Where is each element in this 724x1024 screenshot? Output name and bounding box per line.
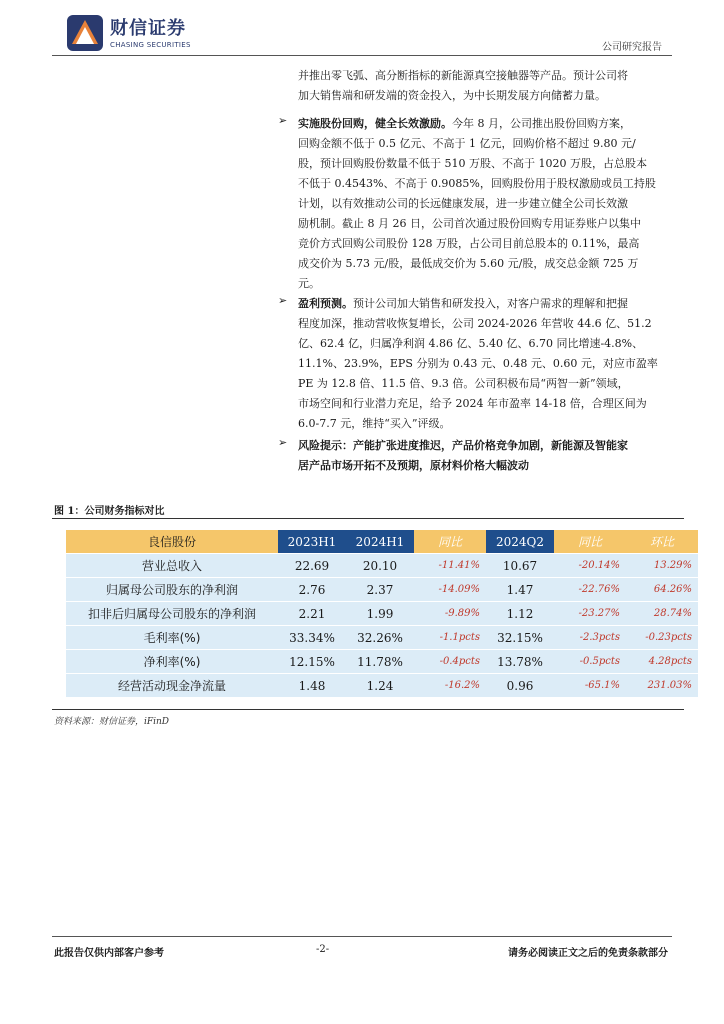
table-cell: 28.74% [626,602,698,626]
table-cell: -0.4pcts [414,650,486,674]
text-line: 回购金额不低于 0.5 亿元、不高于 1 亿元，回购价格不超过 9.80 元/ [298,137,636,150]
table-cell: -9.89% [414,602,486,626]
row-label: 归属母公司股东的净利润 [66,578,278,602]
table-cell: -14.09% [414,578,486,602]
table-cell: 13.29% [626,554,698,578]
table-cell: 12.15% [278,650,346,674]
table-cell: -20.14% [554,554,626,578]
paragraph-lead: 实施股份回购，健全长效激励。 [298,117,452,130]
paragraph-continuation [298,66,680,106]
text-line: 程度加深，推动营收恢复增长，公司 2024-2026 年营收 44.6 亿、51.2 [298,317,652,330]
figure-top-divider [52,518,684,519]
text-line: 计划，以有效推动公司的长远健康发展，进一步建立健全公司长效激 [298,197,628,210]
text-line: PE 为 12.8 倍、11.5 倍、9.3 倍。公司积极布局“两智一新”领域， [298,377,629,390]
row-label: 扣非后归属母公司股东的净利润 [66,602,278,626]
table-cell: 32.26% [346,626,414,650]
table-cell: 13.78% [486,650,554,674]
text-line: 股，预计回购股份数量不低于 510 万股、不高于 1020 万股，占总股本 [298,157,647,170]
table-cell: 1.12 [486,602,554,626]
table-cell: 2.76 [278,578,346,602]
paragraph-lead: 盈利预测。 [298,297,353,310]
table-cell: 1.48 [278,674,346,698]
row-label: 毛利率(%) [66,626,278,650]
text-line: 并推出零飞弧、高分断指标的新能源真空接触器等产品。预计公司将 [298,69,628,82]
table-cell: 64.26% [626,578,698,602]
footer-disclaimer: 此报告仅供内部客户参考 [54,948,164,959]
table-cell: 1.99 [346,602,414,626]
text-line: 6.0-7.7 元，维持“买入”评级。 [298,417,451,430]
table-cell: -0.5pcts [554,650,626,674]
table-cell: -22.76% [554,578,626,602]
logo-chinese-name: 财信证券 [110,18,186,39]
paragraph-lead: 风险提示： [298,439,353,452]
text-line: 实施股份回购，健全长效激励。今年 8 月，公司推出股份回购方案， [298,117,631,130]
table-cell: -1.1pcts [414,626,486,650]
table-cell: -2.3pcts [554,626,626,650]
figure-bottom-divider [52,709,684,710]
arrow-bullet-icon: ➢ [278,436,288,449]
row-label: 营业总收入 [66,554,278,578]
table-cell: 10.67 [486,554,554,578]
text-line: 市场空间和行业潜力充足，给予 2024 年市盈率 14-18 倍，合理区间为 [298,397,647,410]
table-cell: 4.28pcts [626,650,698,674]
table-cell: 231.03% [626,674,698,698]
footer-notice: 请务必阅读正文之后的免责条款部分 [508,948,668,959]
arrow-bullet-icon: ➢ [278,114,288,127]
text-line: 竞价方式回购公司股份 128 万股，占公司目前总股本的 0.11%，最高 [298,237,640,250]
figure-source: 资料来源：财信证券，iFinD [54,717,170,727]
table-row [66,554,698,578]
table-cell: 1.47 [486,578,554,602]
row-label: 净利率(%) [66,650,278,674]
text-line: 元。 [298,277,320,290]
row-label: 经营活动现金净流量 [66,674,278,698]
table-cell: 20.10 [346,554,414,578]
paragraph-forecast [298,294,680,434]
page-number: -2- [316,944,330,955]
table-cell: 11.78% [346,650,414,674]
paragraph-buyback [298,114,680,294]
text-line: 不低于 0.4543%、不高于 0.9085%，回购股份用于股权激励或员工持股 [298,177,656,190]
text-line: 盈利预测。预计公司加大销售和研发投入，对客户需求的理解和把握 [298,297,628,310]
table-row [66,674,698,698]
table-header-cell: 2024Q2 [486,530,554,554]
table-row [66,650,698,674]
logo-emblem-icon [66,14,104,52]
table-header-cell: 同比 [414,530,486,554]
report-type-label: 公司研究报告 [602,42,662,53]
table-cell: -11.41% [414,554,486,578]
table-header-row [66,530,698,554]
table-row [66,626,698,650]
table-cell: -23.27% [554,602,626,626]
paragraph-risk [298,436,680,476]
header-divider [52,55,672,56]
table-cell: 33.34% [278,626,346,650]
text-line: 成交价为 5.73 元/股，最低成交价为 5.60 元/股，成交总金额 725 万 [298,257,639,270]
table-cell: 22.69 [278,554,346,578]
table-header-cell: 良信股份 [66,530,278,554]
table-cell: 2.37 [346,578,414,602]
text-line: 励机制。截止 8 月 26 日，公司首次通过股份回购专用证券账户以集中 [298,217,641,230]
company-logo [66,14,196,52]
table-header-cell: 2023H1 [278,530,346,554]
text-line: 加大销售端和研发端的资金投入，为中长期发展方向储蓄力量。 [298,89,606,102]
financial-comparison-table [66,530,698,698]
table-cell: -65.1% [554,674,626,698]
table-cell: 1.24 [346,674,414,698]
table-row [66,578,698,602]
table-cell: -0.23pcts [626,626,698,650]
text-line: 亿、62.4 亿，归属净利润 4.86 亿、5.40 亿、6.70 同比增速-4.8%、 [298,337,644,350]
arrow-bullet-icon: ➢ [278,294,288,307]
logo-english-name: CHASING SECURITIES [110,41,191,49]
text-line: 居产品市场开拓不及预期，原材料价格大幅波动 [298,459,529,472]
footer-divider [52,936,672,937]
text-line: 11.1%、23.9%，EPS 分别为 0.43 元、0.48 元、0.60 元，对应市盈率 [298,357,658,370]
table-row [66,602,698,626]
table-header-cell: 环比 [626,530,698,554]
text-line: 风险提示：产能扩张进度推迟，产品价格竞争加剧，新能源及智能家 [298,439,628,452]
table-header-cell: 2024H1 [346,530,414,554]
figure-title: 图 1：公司财务指标对比 [54,506,165,517]
table-header-cell: 同比 [554,530,626,554]
table-cell: -16.2% [414,674,486,698]
table-cell: 2.21 [278,602,346,626]
table-cell: 32.15% [486,626,554,650]
table-cell: 0.96 [486,674,554,698]
